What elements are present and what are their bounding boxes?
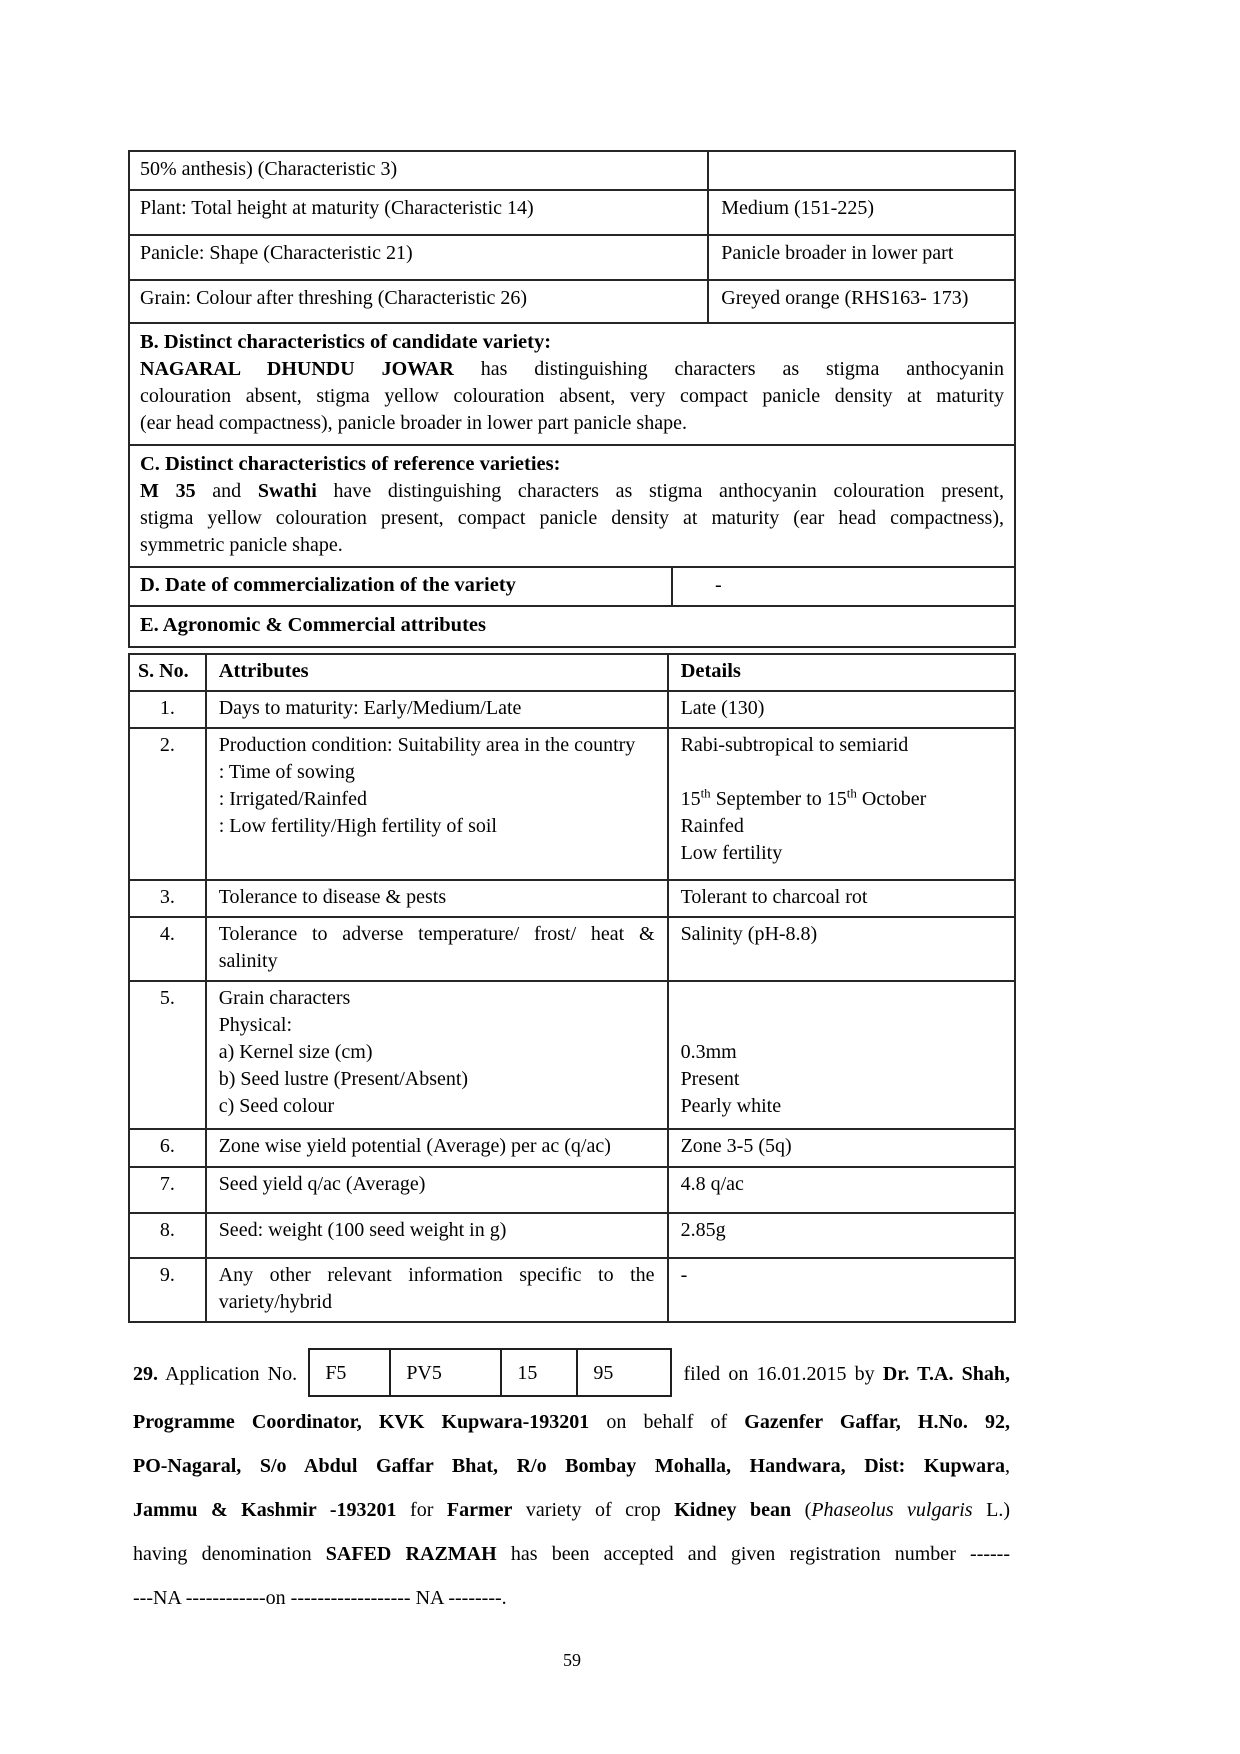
section-e-title: E. Agronomic & Commercial attributes [130, 605, 1014, 646]
row-serial-number: 8. [159, 1219, 175, 1241]
table-row [130, 189, 1014, 234]
row-attribute [205, 982, 667, 1128]
row-attribute [205, 1130, 667, 1166]
table-row [130, 234, 1014, 279]
commercialization-label: D. Date of commercialization of the variety [140, 574, 516, 596]
row-serial-number: 5. [159, 987, 175, 1009]
table-row [130, 727, 1014, 879]
commercialization-row [130, 566, 1014, 605]
row-serial-number: 4. [159, 923, 175, 945]
text-line [681, 1012, 1002, 1039]
text-line: symmetric panicle shape. [140, 534, 343, 556]
text-line [681, 985, 1002, 1012]
text-line: : Irrigated/Rainfed [218, 788, 367, 810]
text-line: Tolerant to charcoal rot [680, 886, 868, 908]
table-row [130, 1212, 1014, 1257]
table-row [130, 1166, 1014, 1212]
text-line: PO-Nagaral, S/o Abdul Gaffar Bhat, R/o Bombay Mohalla, Handwara, Dist: Kupwara, [133, 1455, 1010, 1477]
text-line [681, 759, 1002, 786]
text-line: Production condition: Suitability area in the country [218, 734, 636, 756]
row-serial-number: 6. [159, 1135, 175, 1157]
characteristic-value: Greyed orange (RHS163- 173) [707, 281, 1014, 322]
table-row [130, 1128, 1014, 1166]
text-line: Tolerance to adverse temperature/ frost/ heat & salinity [218, 923, 655, 972]
application-number-cell: PV5 [389, 1350, 500, 1395]
text-line: Pearly white [680, 1095, 782, 1117]
row-attribute [205, 1168, 667, 1212]
text-line: colouration absent, stigma yellow colouration absent, very compact panicle density at maturity [140, 385, 1004, 407]
row-attribute [205, 729, 667, 879]
text-line: 29. Application No. F5 PV5 15 95 filed on 16.01.2015 by Dr. T.A. Shah, [133, 1351, 1010, 1400]
row-details [667, 1130, 1014, 1166]
row-serial-number: 3. [159, 886, 175, 908]
row-details [667, 1168, 1014, 1212]
section-c-body [140, 478, 1004, 559]
text-line: Physical: [218, 1014, 293, 1036]
section-b [130, 322, 1014, 444]
text-line: - [680, 1264, 688, 1286]
text-line: 0.3mm [680, 1041, 737, 1063]
header-details: Details [667, 655, 1014, 690]
text-line: Days to maturity: Early/Medium/Late [218, 697, 522, 719]
row-serial-number: 7. [159, 1173, 175, 1195]
row-details [667, 1259, 1014, 1321]
table-row [130, 279, 1014, 322]
text-line: Late (130) [680, 697, 765, 719]
characteristic-value: Panicle broader in lower part [707, 236, 1014, 279]
application-paragraph [133, 1351, 1010, 1620]
text-line: Zone wise yield potential (Average) per ac (q/ac) [218, 1135, 611, 1157]
table-row [130, 916, 1014, 980]
row-details [667, 982, 1014, 1128]
row-serial-number: 9. [159, 1264, 175, 1286]
text-line: Present [680, 1068, 740, 1090]
text-line: 15th September to 15th October [680, 785, 927, 810]
text-line: ---NA ------------on ------------------ NA --------. [133, 1587, 507, 1609]
section-b-body [140, 356, 1004, 437]
text-line: Seed yield q/ac (Average) [218, 1173, 426, 1195]
text-line: a) Kernel size (cm) [218, 1041, 373, 1063]
row-details [667, 918, 1014, 980]
text-line: Rainfed [680, 815, 744, 837]
text-line: b) Seed lustre (Present/Absent) [218, 1068, 469, 1090]
application-number-cell: 15 [500, 1350, 576, 1395]
application-number-cell: 95 [576, 1350, 670, 1395]
row-details [667, 692, 1014, 727]
characteristic-label: Plant: Total height at maturity (Characteristic 14) [140, 197, 534, 219]
header-sno: S. No. [138, 660, 189, 682]
text-line: stigma yellow colouration present, compact panicle density at maturity (ear head compactness), [140, 507, 1004, 529]
text-line: having denomination SAFED RAZMAH has been accepted and given registration number ------ [133, 1543, 1010, 1565]
text-line: Salinity (pH-8.8) [680, 923, 818, 945]
text-line: : Low fertility/High fertility of soil [218, 815, 497, 837]
row-attribute [205, 1214, 667, 1257]
table-row [130, 690, 1014, 727]
text-line: NAGARAL DHUNDU JOWAR has distinguishing characters as stigma anthocyanin [140, 358, 1004, 380]
text-line: Jammu & Kashmir -193201 for Farmer variety of crop Kidney bean (Phaseolus vulgaris L.) [133, 1499, 1010, 1521]
application-number-box [308, 1348, 672, 1397]
row-attribute [205, 692, 667, 727]
row-details [667, 729, 1014, 879]
row-attribute [205, 918, 667, 980]
row-attribute [205, 881, 667, 916]
row-serial-number: 2. [159, 734, 175, 756]
table-row [130, 1257, 1014, 1321]
text-line: Tolerance to disease & pests [218, 886, 447, 908]
section-c-title: C. Distinct characteristics of reference varieties: [140, 453, 561, 475]
text-line: 2.85g [680, 1219, 726, 1241]
page-number: 59 [563, 1650, 581, 1670]
text-line: Grain characters [218, 987, 351, 1009]
text-line: Seed: weight (100 seed weight in g) [218, 1219, 507, 1241]
characteristic-label: Panicle: Shape (Characteristic 21) [140, 242, 413, 264]
text-line: 4.8 q/ac [680, 1173, 744, 1195]
characteristic-value: Medium (151-225) [707, 191, 1014, 234]
text-line: Rabi-subtropical to semiarid [680, 734, 909, 756]
header-attributes: Attributes [205, 655, 667, 690]
characteristic-label: 50% anthesis) (Characteristic 3) [140, 158, 398, 180]
table-row [130, 152, 1014, 189]
page-content [128, 150, 1016, 1671]
section-c [130, 444, 1014, 566]
row-attribute [205, 1259, 667, 1321]
text-line: Any other relevant information specific to the variety/hybrid [218, 1264, 655, 1313]
agronomic-table [128, 653, 1016, 1323]
text-line: Zone 3-5 (5q) [680, 1135, 792, 1157]
text-line: Programme Coordinator, KVK Kupwara-193201 on behalf of Gazenfer Gaffar, H.No. 92, [133, 1411, 1010, 1433]
table-row [130, 980, 1014, 1128]
table-row [130, 879, 1014, 916]
commercialization-value: - [671, 568, 1014, 605]
text-line: M 35 and Swathi have distinguishing characters as stigma anthocyanin colouration present, [140, 480, 1004, 502]
characteristic-value [707, 152, 1014, 189]
text-line: (ear head compactness), panicle broader in lower part panicle shape. [140, 412, 687, 434]
characteristics-and-sections-block [128, 150, 1016, 648]
row-details [667, 1214, 1014, 1257]
characteristic-label: Grain: Colour after threshing (Characteristic 26) [140, 287, 528, 309]
text-line: : Time of sowing [218, 761, 355, 783]
characteristics-table [130, 152, 1014, 322]
section-b-title: B. Distinct characteristics of candidate variety: [140, 331, 552, 353]
row-serial-number: 1. [159, 697, 175, 719]
text-line: c) Seed colour [218, 1095, 335, 1117]
text-line: Low fertility [680, 842, 783, 864]
application-number-cell: F5 [325, 1361, 347, 1384]
agronomic-table-header [130, 655, 1014, 690]
row-details [667, 881, 1014, 916]
